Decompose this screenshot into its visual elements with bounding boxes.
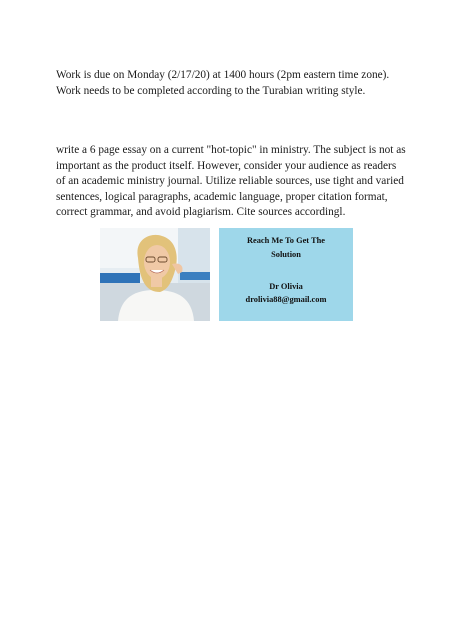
contact-banner [219, 228, 353, 321]
banner-contact-email: drolivia88@gmail.com [245, 295, 327, 304]
woman-photo [100, 228, 210, 321]
banner-headline-line-2: Solution [271, 250, 301, 259]
paragraph-assignment: write a 6 page essay on a current "hot-topic" in ministry. The subject is not as important as the product itself. However, consider your audience as readers of an academic ministry journal. Utilize reliable sources, use tight and varied sentences, logical paragraphs, academic language, proper citation format, correct grammar, and avoid plagiarism. Cite sources accordingl. [56, 144, 406, 219]
paragraph-due-date: Work is due on Monday (2/17/20) at 1400 hours (2pm eastern time zone). Work needs to be completed according to the Turabian writing style. [56, 69, 390, 97]
woman-with-glasses-image [100, 228, 210, 321]
banner-contact-name: Dr Olivia [269, 282, 303, 291]
banner-headline-line-1: Reach Me To Get The [246, 236, 325, 245]
